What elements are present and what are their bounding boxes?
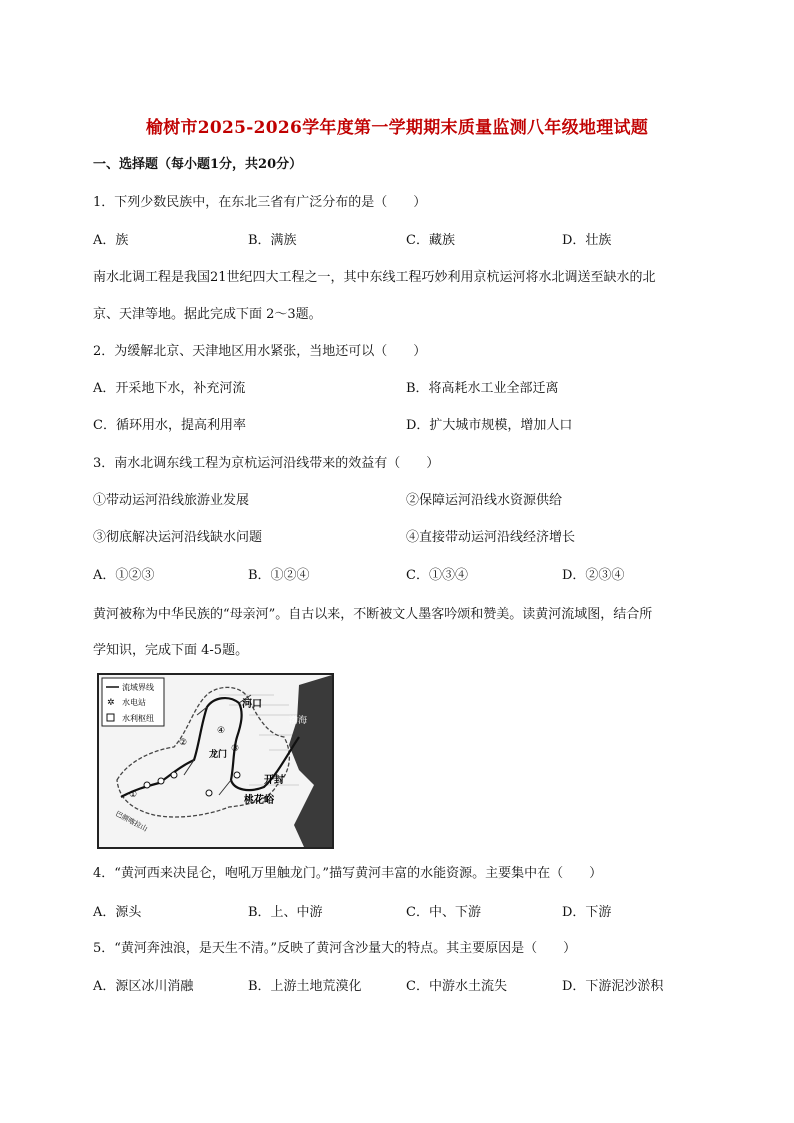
question-2-stem: 2．为缓解北京、天津地区用水紧张，当地还可以（ ） xyxy=(93,344,427,359)
passage-1-line-1: 南水北调工程是我国21世纪四大工程之一，其中东线工程巧妙利用京杭运河将水北调送至缺水的北 xyxy=(93,270,656,285)
q4-option-a: A．源头 xyxy=(93,905,142,920)
q4-option-c: C．中、下游 xyxy=(406,905,481,920)
q2-option-b: B．将高耗水工业全部迁离 xyxy=(406,381,559,396)
q5-option-b: B．上游土地荒漠化 xyxy=(248,979,362,994)
yellow-river-map-svg xyxy=(99,675,332,847)
label-longmen: 龙门 xyxy=(209,750,228,760)
q2-option-d: D．扩大城市规模，增加人口 xyxy=(406,418,573,433)
marker-4: ④ xyxy=(217,726,226,736)
passage-1-line-2: 京、天津等地。据此完成下面 2～3题。 xyxy=(93,307,322,322)
water-hub-legend-icon xyxy=(107,714,114,721)
q3-option-c: C．①③④ xyxy=(406,568,468,583)
question-5-stem: 5．“黄河奔浊浪，是天生不清。”反映了黄河含沙量大的特点。其主要原因是（ ） xyxy=(93,941,577,956)
q5-option-d: D．下游泥沙淤积 xyxy=(562,979,664,994)
q3-statement-4: ④直接带动运河沿线经济增长 xyxy=(406,530,576,545)
exam-title: 榆树市2025-2026学年度第一学期期末质量监测八年级地理试题 xyxy=(145,118,649,138)
label-taohuayu: 桃花峪 xyxy=(244,795,274,806)
q5-option-c: C．中游水土流失 xyxy=(406,979,507,994)
q4-option-b: B．上、中游 xyxy=(248,905,323,920)
label-hekou: 河口 xyxy=(242,699,262,710)
q3-statement-1: ①带动运河沿线旅游业发展 xyxy=(93,493,250,508)
q1-option-b: B．满族 xyxy=(248,233,297,248)
marker-3: ③ xyxy=(231,744,240,754)
legend-hub-label: 水利枢纽 xyxy=(122,714,154,723)
marker-1: ① xyxy=(129,790,138,800)
legend-boundary-label: 流域界线 xyxy=(122,683,154,692)
yellow-river-map xyxy=(97,673,334,849)
q5-option-a: A．源区冰川消融 xyxy=(93,979,194,994)
marker-2: ② xyxy=(179,738,188,748)
q1-option-a: A．族 xyxy=(93,233,129,248)
legend-station-label: 水电站 xyxy=(122,698,146,707)
hydro-station-legend-icon: ✲ xyxy=(107,698,115,708)
passage-2-line-1: 黄河被称为中华民族的“母亲河”。自古以来，不断被文人墨客吟颂和赞美。读黄河流域图，结合所 xyxy=(93,607,653,622)
q4-option-d: D．下游 xyxy=(562,905,612,920)
question-1-stem: 1．下列少数民族中，在东北三省有广泛分布的是（ ） xyxy=(93,195,427,210)
question-3-stem: 3．南水北调东线工程为京杭运河沿线带来的效益有（ ） xyxy=(93,456,440,471)
q3-option-a: A．①②③ xyxy=(93,568,155,583)
label-kaifeng: 开封 xyxy=(264,775,284,786)
passage-2-line-2: 学知识，完成下面 4-5题。 xyxy=(93,643,249,658)
section-heading: 一、选择题（每小题1分，共20分） xyxy=(93,157,303,172)
label-bayan-mountains: 巴颜喀拉山 xyxy=(114,809,149,834)
q2-option-c: C．循环用水，提高利用率 xyxy=(93,418,246,433)
question-4-stem: 4．“黄河西来决昆仑，咆吼万里触龙门。”描写黄河丰富的水能资源。主要集中在（ ） xyxy=(93,866,603,881)
q2-option-a: A．开采地下水，补充河流 xyxy=(93,381,246,396)
q3-option-b: B．①②④ xyxy=(248,568,310,583)
q3-statement-2: ②保障运河沿线水资源供给 xyxy=(406,493,563,508)
label-bohai: 渤海 xyxy=(289,716,308,726)
q3-option-d: D．②③④ xyxy=(562,568,625,583)
q1-option-d: D．壮族 xyxy=(562,233,612,248)
q3-statement-3: ③彻底解决运河沿线缺水问题 xyxy=(93,530,263,545)
q1-option-c: C．藏族 xyxy=(406,233,455,248)
